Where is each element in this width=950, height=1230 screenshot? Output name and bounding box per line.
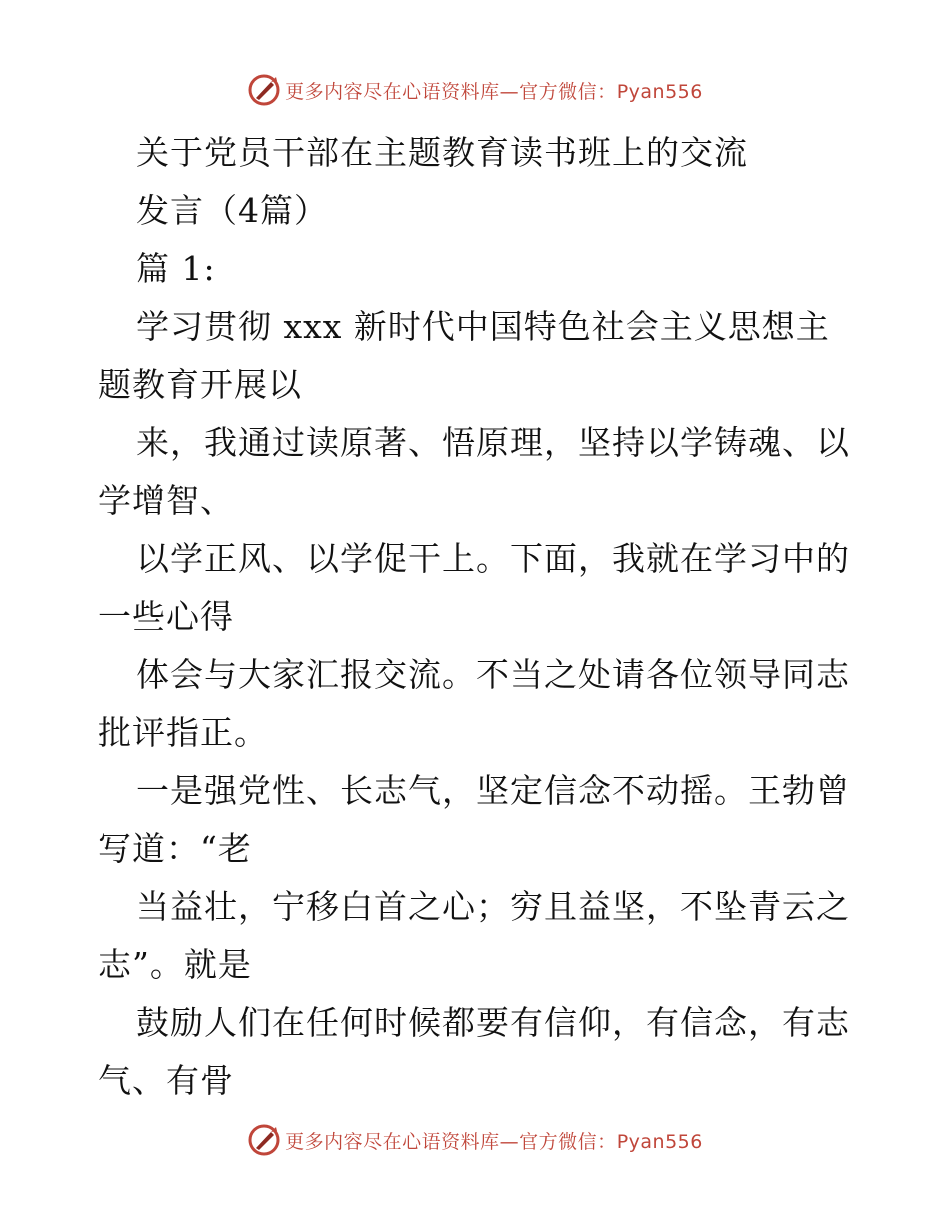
text-line: 批评指正。 [98, 713, 268, 752]
text-line: 当益壮，宁移白首之心；穷且益坚，不坠青云之 [136, 887, 850, 926]
text-line: 学习贯彻 xxx 新时代中国特色社会主义思想主 [136, 307, 830, 346]
text-line: 一些心得 [98, 597, 234, 636]
text-line: 体会与大家汇报交流。不当之处请各位领导同志 [136, 655, 850, 694]
watermark-wechat-label: 官方微信： [519, 80, 617, 103]
text-line: 以学正风、以学促干上。下面，我就在学习中的 [136, 539, 850, 578]
text-line: 写道：“老 [98, 829, 252, 868]
text-line: 一是强党性、长志气，坚定信念不动摇。王勃曾 [136, 771, 850, 810]
quill-seal-icon [247, 73, 281, 107]
text-line: 题教育开展以 [98, 365, 302, 404]
watermark-wechat-id: Pyan556 [616, 80, 703, 103]
document-title-line: 关于党员干部在主题教育读书班上的交流 [136, 133, 748, 172]
text-line: 气、有骨 [98, 1061, 234, 1100]
quill-seal-icon [247, 1123, 281, 1157]
watermark-wechat-label: 官方微信： [519, 1130, 617, 1153]
watermark-main: 更多内容尽在心语资料库 [285, 80, 500, 103]
text-line: 志”。就是 [98, 945, 252, 984]
watermark-wechat-id: Pyan556 [616, 1130, 703, 1153]
watermark-text [285, 1127, 703, 1154]
document-title-line: 发言（4篇） [136, 191, 328, 230]
text-line: 鼓励人们在任何时候都要有信仰，有信念，有志 [136, 1003, 850, 1042]
watermark-separator: — [499, 1130, 520, 1153]
footer-watermark-banner [0, 1120, 950, 1160]
text-line: 篇 1: [136, 249, 216, 288]
document-body [98, 124, 858, 1110]
header-watermark-banner [0, 70, 950, 110]
text-line: 学增智、 [98, 481, 234, 520]
text-line: 来，我通过读原著、悟原理，坚持以学铸魂、以 [136, 423, 850, 462]
watermark-separator: — [499, 80, 520, 103]
watermark-main: 更多内容尽在心语资料库 [285, 1130, 500, 1153]
watermark-text [285, 77, 703, 104]
